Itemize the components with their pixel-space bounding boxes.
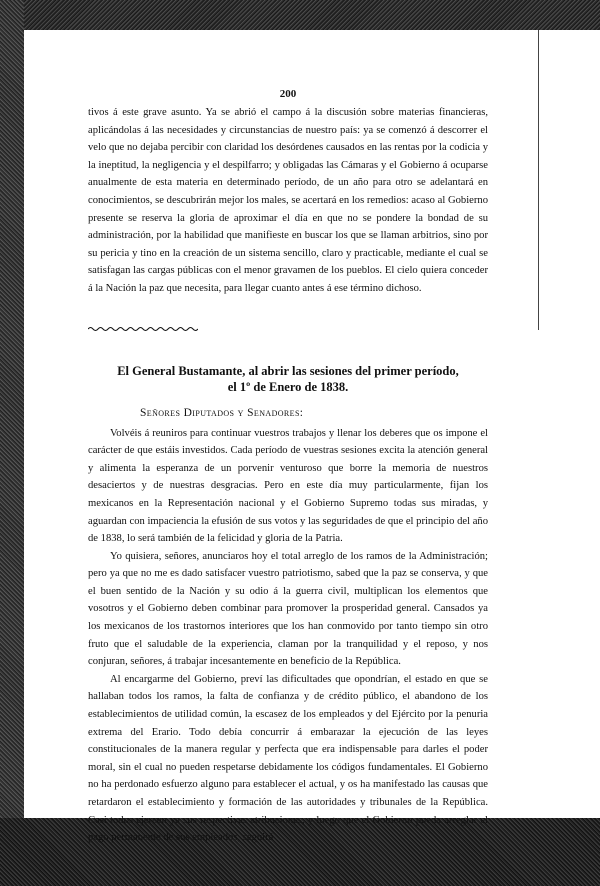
scan-edge-line: [538, 30, 539, 330]
section-heading: [88, 363, 488, 395]
body-paragraph-2: Yo quisiera, señores, anunciaros hoy el total arreglo de los ramos de la Administración; pero ya que no me es dado satisfacer vuestro patriotismo, sabed que la paz se conserva, y que el buen sentido de la Nación y su odio á la guerra civil, multiplican los elementos que vosotros y el Gobierno deben combinar para promover la prosperidad general. Cansados ya los mexicanos de los trastornos interiores que los han conmovido por tanto tiempo sin otro fruto que el saludable de la experiencia, claman por la tranquilidad y el reposo, y nos conjuran, señores, á trabajar incesantemente en beneficio de la República.: [88, 550, 488, 668]
ornamental-divider: [88, 326, 198, 332]
intro-paragraph: tivos á este grave asunto. Ya se abrió el campo á la discusión sobre materias financieras, aplicándolas á las necesidades y circunstancias de nuestro país: ya se comenzó á descorrer el velo que no dejaba percibir con claridad los desórdenes causados en las rentas por la codicia y la ineptitud, la negligencia y el despilfarro; y obligadas las Cámaras y el Gobierno á ocuparse anualmente de esta materia en determinado período, de un año para otro se adelantará en conocimientos, se descubrirán mejor los males, se acertará en los remedios: acaso al Gobierno presente se reserva la gloria de aproximar el día en que no se pondere la bondad de su administración, por la habilidad que manifieste en buscar los que se llaman arbitrios, sino por su pericia y tino en la creación de un sistema sencillo, claro y practicable, mediante el cual se satisfagan las cargas públicas con el menor gravamen de los pueblos. El cielo quiera conceder á la Nación la paz que necesita, para llegar cuanto antes á ese término dichoso.: [88, 107, 488, 294]
heading-line-1: El General Bustamante, al abrir las sesiones del primer período,: [117, 363, 459, 378]
body-paragraph-1: Volvéis á reuniros para continuar vuestros trabajos y llenar los deberes que os impone el carácter de que estáis investidos. Cada período de vuestras sesiones excita la atención general y alimenta la esperanza de un porvenir venturoso que borre la memoria de nuestros desaciertos y de nuestras desgracias. Pero en este día muy particularmente, fijan los mexicanos en la Representación nacional y el Gobierno Supremo todas sus miradas, y aguardan con impaciencia la efusión de sus votos y las seguridades de que el principio del año de 1838, lo será también de la felicidad y gloria de la Patria.: [88, 427, 488, 545]
page-number: 200: [279, 88, 297, 100]
heading-line-2: el 1º de Enero de 1838.: [227, 379, 349, 394]
document-page: [88, 88, 488, 847]
body-paragraph-3: Al encargarme del Gobierno, preví las dificultades que opondrían, el estado en que se hallaban todos los ramos, la falta de confianza y de crédito público, el abandono de los establecimientos de utilidad común, la escasez de los empleados y del Ejército por la penuria extrema del Erario. Todo debía concurrir á embarazar la ejecución de las leyes constitucionales de la manera regular y perfecta que era indispensable para darles el poder moral, sin el cual no pueden respetarse debidamente los códigos fundamentales. El Gobierno no ha perdonado esfuerzo alguno para establecer el actual, y os ha manifestado las causas que retardaron el establecimiento y formación de las autoridades y tribunales de la República. Casi todos ejercen ya sus respectivas atribuciones, y luego que el Gobierno pueda arreglar el pago permanente de sus empleados, seguirá: [88, 673, 488, 844]
salutation: Señores Diputados y Senadores:: [140, 406, 304, 419]
scan-border-left: [0, 0, 24, 886]
scan-border-top: [0, 0, 600, 30]
